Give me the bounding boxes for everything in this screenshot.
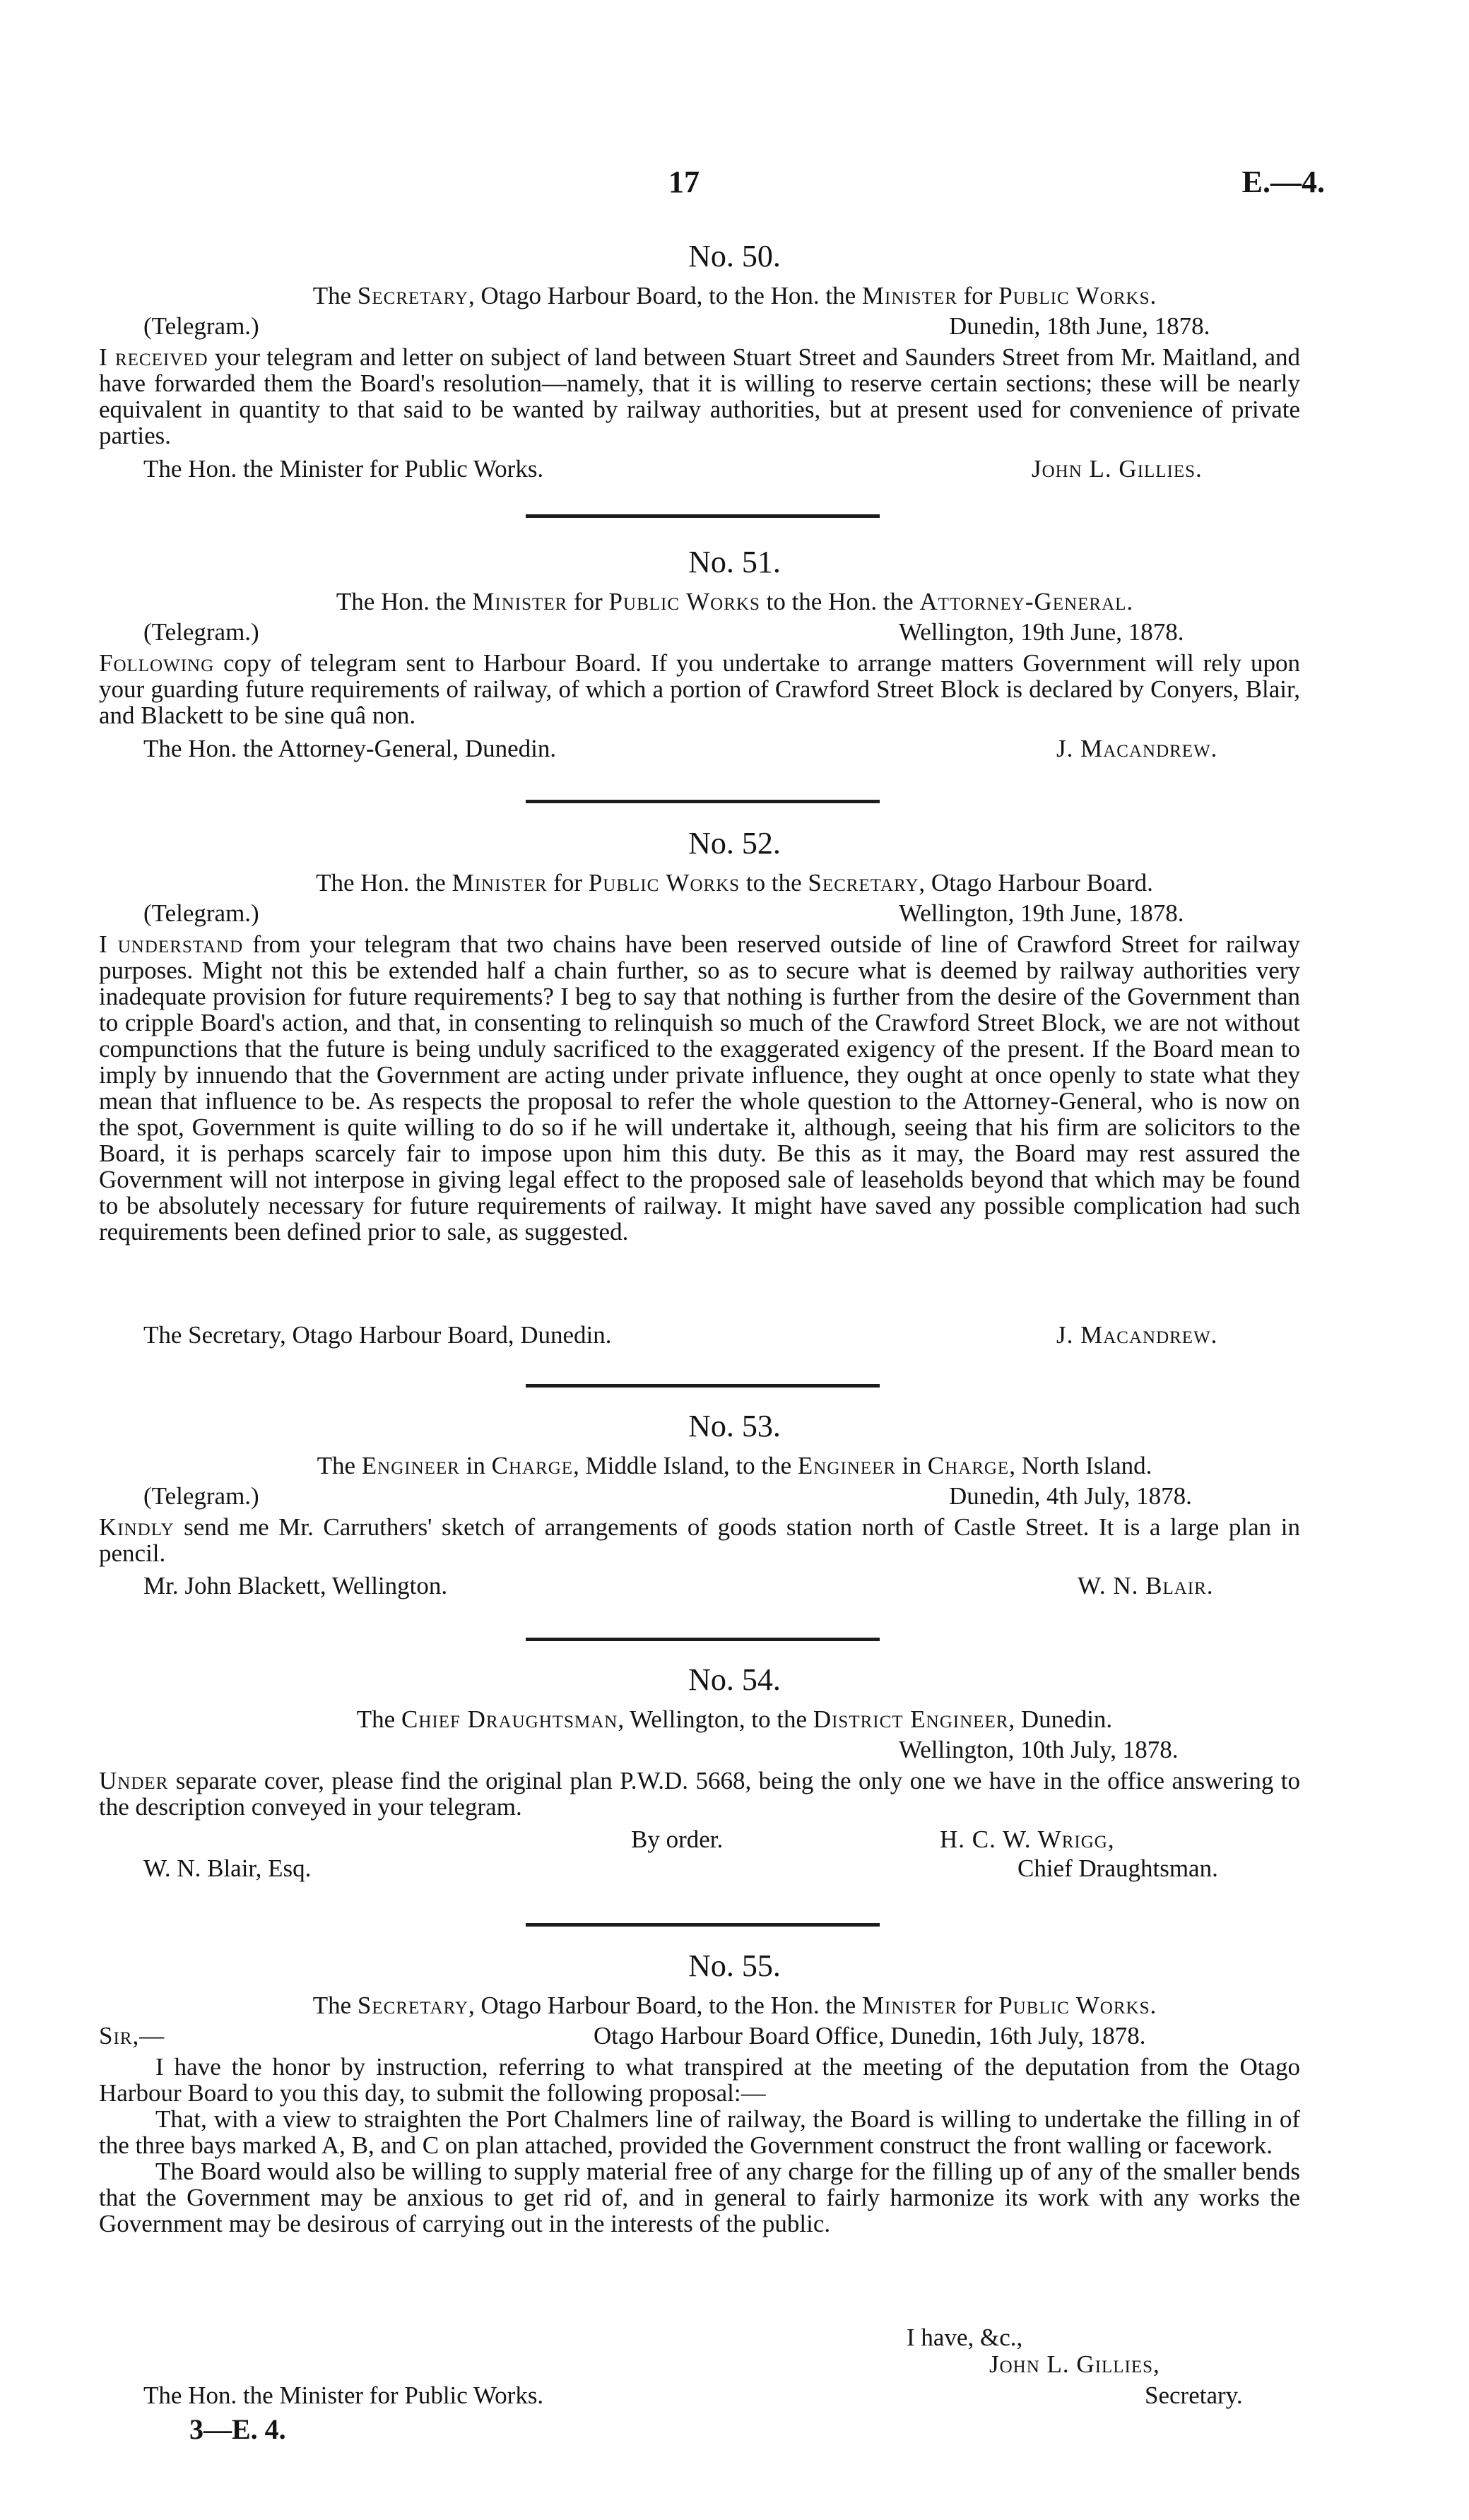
- paragraph: I have the honor by instruction, referring to what transpired at the meeting of the deputation from the Otago Harbour Board to you this day, to submit the following proposal:—: [99, 2053, 1300, 2107]
- addressee: The Hon. the Minister for Public Works.: [143, 455, 544, 483]
- header-title-word: Engineer: [361, 1452, 460, 1479]
- signature: J. Macandrew.: [1056, 735, 1218, 762]
- place-date: Otago Harbour Board Office, Dunedin, 16th July, 1878.: [594, 2022, 1146, 2049]
- header-text: to the: [740, 869, 808, 897]
- header-title-word: Minister: [861, 282, 957, 309]
- header-title-word: Public Works: [608, 588, 760, 615]
- header-text: The Hon. the: [316, 869, 452, 897]
- addressee: The Secretary, Otago Harbour Board, Dunedin.: [143, 1321, 612, 1349]
- paragraph: your telegram and letter on subject of land between Stuart Street and Saunders Street from Mr. Maitland, and have forwarded them the Board's resolution—namely, that it is willing to reserve certain sections; these will be nearly equivalent in quantity to that said to be wanted by railway authorities, but at present used for convenience of private parties.: [99, 343, 1300, 449]
- header-title-word: Secretary: [808, 869, 919, 897]
- letter-number: No. 50.: [688, 239, 781, 273]
- letter-number: No. 54.: [688, 1662, 781, 1697]
- header-text: , Middle Island, to the: [573, 1452, 798, 1479]
- header-title-word: Charge: [927, 1452, 1010, 1479]
- section-divider: [526, 1638, 880, 1641]
- signature-title: Chief Draughtsman.: [1017, 1854, 1218, 1882]
- header-text: , Wellington, to the: [618, 1705, 813, 1733]
- page-header: [0, 164, 1469, 206]
- header-title-word: Attorney-General: [919, 588, 1127, 615]
- telegram-note: (Telegram.): [143, 312, 259, 340]
- letter-header: [0, 1704, 1469, 1735]
- header-text: for: [547, 869, 589, 897]
- header-text: .: [1150, 282, 1157, 309]
- letter-header: [0, 280, 1469, 312]
- opening-words: Following: [99, 649, 215, 677]
- place-date: Wellington, 19th June, 1878.: [899, 618, 1184, 646]
- header-title-word: Minister: [861, 1992, 957, 2019]
- header-title-word: Secretary: [357, 282, 468, 309]
- header-text: .: [1150, 1992, 1157, 2019]
- header-title-word: Secretary: [357, 1992, 468, 2019]
- signature-title: Secretary.: [1145, 2382, 1243, 2409]
- header-text: in: [459, 1452, 492, 1479]
- header-text: , North Island.: [1009, 1452, 1152, 1479]
- place-date: Dunedin, 4th July, 1878.: [949, 1482, 1192, 1510]
- telegram-note: (Telegram.): [143, 899, 259, 927]
- header-text: The: [356, 1705, 401, 1733]
- addressee: W. N. Blair, Esq.: [143, 1854, 312, 1882]
- opening-words: I understand: [99, 930, 244, 958]
- letter-body: [99, 650, 1300, 728]
- letter-body: [99, 344, 1300, 449]
- header-title-word: Minister: [472, 588, 568, 615]
- letter-body: [99, 1514, 1300, 1566]
- addressee: Mr. John Blackett, Wellington.: [143, 1572, 448, 1599]
- telegram-note: (Telegram.): [143, 618, 259, 646]
- letter-number: No. 53.: [688, 1409, 781, 1443]
- header-text: , Otago Harbour Board, to the Hon. the: [468, 282, 862, 309]
- signature: John L. Gillies,: [989, 2350, 1160, 2378]
- header-text: for: [957, 282, 999, 309]
- place-date: Wellington, 19th June, 1878.: [899, 899, 1184, 927]
- signature: W. N. Blair.: [1078, 1572, 1214, 1599]
- letter-header: [0, 1450, 1469, 1481]
- section-divider: [526, 1923, 880, 1927]
- header-text: The: [312, 1992, 358, 2019]
- signature: J. Macandrew.: [1056, 1321, 1218, 1349]
- opening-words: Kindly: [99, 1513, 175, 1541]
- header-title-word: Charge: [491, 1452, 574, 1479]
- letter-body: [99, 1768, 1300, 1820]
- header-text: , Otago Harbour Board.: [919, 869, 1153, 897]
- page-footer-signature: 3—E. 4.: [189, 2413, 286, 2445]
- letter-header: [0, 586, 1469, 617]
- place-date: Dunedin, 18th June, 1878.: [949, 312, 1210, 340]
- header-text: The: [317, 1452, 362, 1479]
- paragraph: send me Mr. Carruthers' sketch of arrangements of goods station north of Castle Street. It is a large plan in pencil.: [99, 1513, 1300, 1567]
- paragraph: separate cover, please find the original plan P.W.D. 5668, being the only one we have in the office answering to the description conveyed in your telegram.: [99, 1767, 1300, 1821]
- by-order: By order.: [631, 1826, 724, 1853]
- paragraph: from your telegram that two chains have been reserved outside of line of Crawford Street for railway purposes. Might not this be extended half a chain further, so as to secure what is deemed by railway authorities very inadequate provision for future requirements? I beg to say that nothing is further from the desire of the Government than to cripple Board's action, and that, in consenting to relinquish so much of the Crawford Street Block, we are not without compunctions that the future is being unduly sacrificed to the exaggerated exigency of the present. If the Board mean to imply by innuendo that the Government are acting under private influence, they ought at once openly to state what they mean that influence to be. As respects the proposal to refer the whole question to the Attorney-General, who is now on the spot, Government is quite willing to do so if he will undertake it, although, seeing that his firm are solicitors to the Board, it is perhaps scarcely fair to impose upon him this duty. Be this as it may, the Board may rest assured the Government will not interpose in giving legal effect to the proposed sale of leaseholds beyond that which may be found to be absolutely necessary for future requirements of railway. It might have saved any possible complication had such requirements been defined prior to sale, as suggested.: [99, 930, 1301, 1246]
- header-text: The Hon. the: [336, 588, 473, 615]
- addressee: The Hon. the Attorney-General, Dunedin.: [143, 735, 557, 762]
- opening-words: Under: [99, 1767, 169, 1794]
- letter-number: No. 52.: [688, 826, 781, 860]
- letter-body: [99, 2054, 1300, 2237]
- signature: John L. Gillies.: [1032, 455, 1203, 483]
- header-title-word: Public Works: [998, 282, 1150, 309]
- salutation: Sir,—: [99, 2022, 165, 2049]
- header-title-word: Minister: [452, 869, 548, 897]
- header-text: , Dunedin.: [1008, 1705, 1113, 1733]
- header-title-word: Chief Draughtsman: [401, 1705, 618, 1733]
- section-divider: [526, 800, 880, 803]
- letter-number: No. 51.: [688, 545, 781, 579]
- header-title-word: Public Works: [998, 1992, 1150, 2019]
- document-reference: E.—4.: [1241, 165, 1325, 199]
- header-title-word: Public Works: [588, 869, 741, 897]
- header-text: in: [896, 1452, 928, 1479]
- page-number: 17: [668, 165, 700, 199]
- paragraph: copy of telegram sent to Harbour Board. If you undertake to arrange matters Government will rely upon your guarding future requirements of railway, of which a portion of Crawford Street Block is declared by Conyers, Blair, and Blackett to be sine quâ non.: [99, 649, 1300, 729]
- header-title-word: District Engineer: [813, 1705, 1009, 1733]
- opening-words: I received: [99, 343, 208, 371]
- letter-header: [0, 1990, 1469, 2021]
- header-text: .: [1126, 588, 1133, 615]
- header-text: for: [957, 1992, 999, 2019]
- section-divider: [526, 514, 880, 518]
- signature: H. C. W. Wrigg,: [940, 1826, 1115, 1853]
- letter-body: [99, 931, 1300, 1245]
- addressee: The Hon. the Minister for Public Works.: [143, 2382, 544, 2409]
- place-date: Wellington, 10th July, 1878.: [899, 1736, 1179, 1763]
- letter-header: [0, 868, 1469, 899]
- header-text: The: [312, 282, 358, 309]
- section-divider: [526, 1384, 880, 1388]
- telegram-note: (Telegram.): [143, 1482, 259, 1510]
- header-text: for: [567, 588, 609, 615]
- header-text: , Otago Harbour Board, to the Hon. the: [468, 1992, 862, 2019]
- letter-number: No. 55.: [688, 1948, 781, 1983]
- paragraph: That, with a view to straighten the Port Chalmers line of railway, the Board is willing to undertake the filling in of the three bays marked A, B, and C on plan attached, provided the Government construct the front walling or facework.: [99, 2105, 1300, 2159]
- paragraph: The Board would also be willing to supply material free of any charge for the filling up of any of the smaller bends that the Government may be anxious to get rid of, and in general to fairly harmonize its work with any works the Government may be desirous of carrying out in the interests of the public.: [99, 2158, 1300, 2237]
- header-text: to the Hon. the: [760, 588, 920, 615]
- closing: I have, &c.,: [907, 2324, 1023, 2351]
- header-title-word: Engineer: [797, 1452, 897, 1479]
